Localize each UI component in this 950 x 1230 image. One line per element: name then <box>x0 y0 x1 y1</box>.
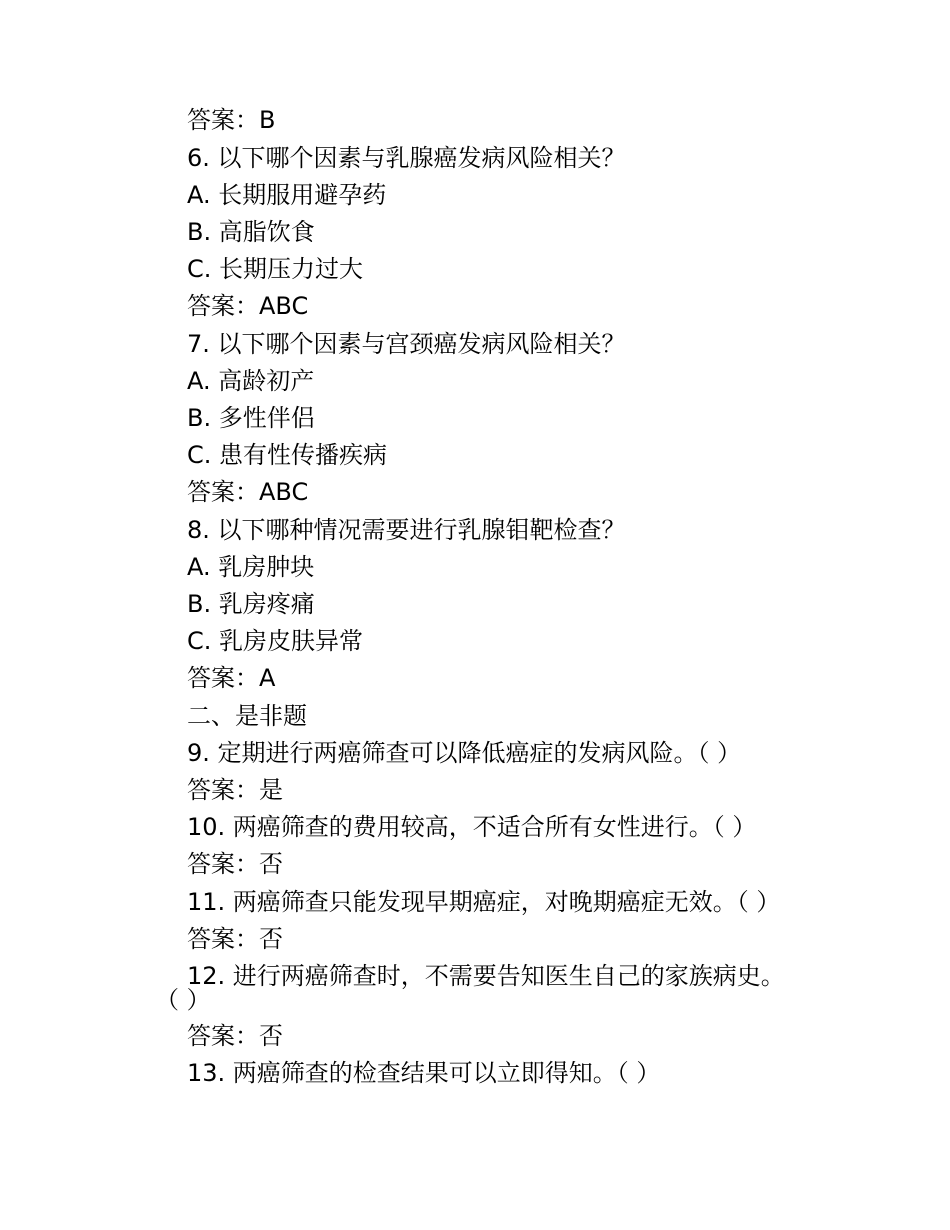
question-7-option-c: C. 患有性传播疾病 <box>187 441 388 469</box>
question-6-option-a: A. 长期服用避孕药 <box>187 181 387 209</box>
question-13: 13. 两癌筛查的检查结果可以立即得知。（ ） <box>187 1059 661 1087</box>
question-12-wrap: （ ） <box>155 986 211 1014</box>
question-8: 8. 以下哪种情况需要进行乳腺钼靶检查？ <box>187 516 626 544</box>
question-8-option-b: B. 乳房疼痛 <box>187 590 315 618</box>
question-7-option-b: B. 多性伴侣 <box>187 404 315 432</box>
question-12: 12. 进行两癌筛查时，不需要告知医生自己的家族病史。 <box>187 962 785 990</box>
answer-8: 答案：A <box>187 664 276 692</box>
question-7: 7. 以下哪个因素与宫颈癌发病风险相关？ <box>187 330 626 358</box>
question-8-option-a: A. 乳房肿块 <box>187 553 315 581</box>
question-9: 9. 定期进行两癌筛查可以降低癌症的发病风险。（ ） <box>187 739 742 767</box>
answer-10: 答案：否 <box>187 850 283 878</box>
answer-6: 答案：ABC <box>187 292 309 320</box>
question-11: 11. 两癌筛查只能发现早期癌症，对晚期癌症无效。（ ） <box>187 888 781 916</box>
question-7-option-a: A. 高龄初产 <box>187 367 315 395</box>
question-10: 10. 两癌筛查的费用较高，不适合所有女性进行。（ ） <box>187 813 757 841</box>
answer-11: 答案：否 <box>187 925 283 953</box>
question-8-option-c: C. 乳房皮肤异常 <box>187 627 364 655</box>
answer-7: 答案：ABC <box>187 478 309 506</box>
answer-9: 答案：是 <box>187 776 283 804</box>
section-heading-true-false: 二、是非题 <box>187 702 307 730</box>
question-6-option-b: B. 高脂饮食 <box>187 218 315 246</box>
answer-5: 答案：B <box>187 106 276 134</box>
question-6: 6. 以下哪个因素与乳腺癌发病风险相关？ <box>187 144 626 172</box>
answer-12: 答案：否 <box>187 1022 283 1050</box>
question-6-option-c: C. 长期压力过大 <box>187 255 364 283</box>
